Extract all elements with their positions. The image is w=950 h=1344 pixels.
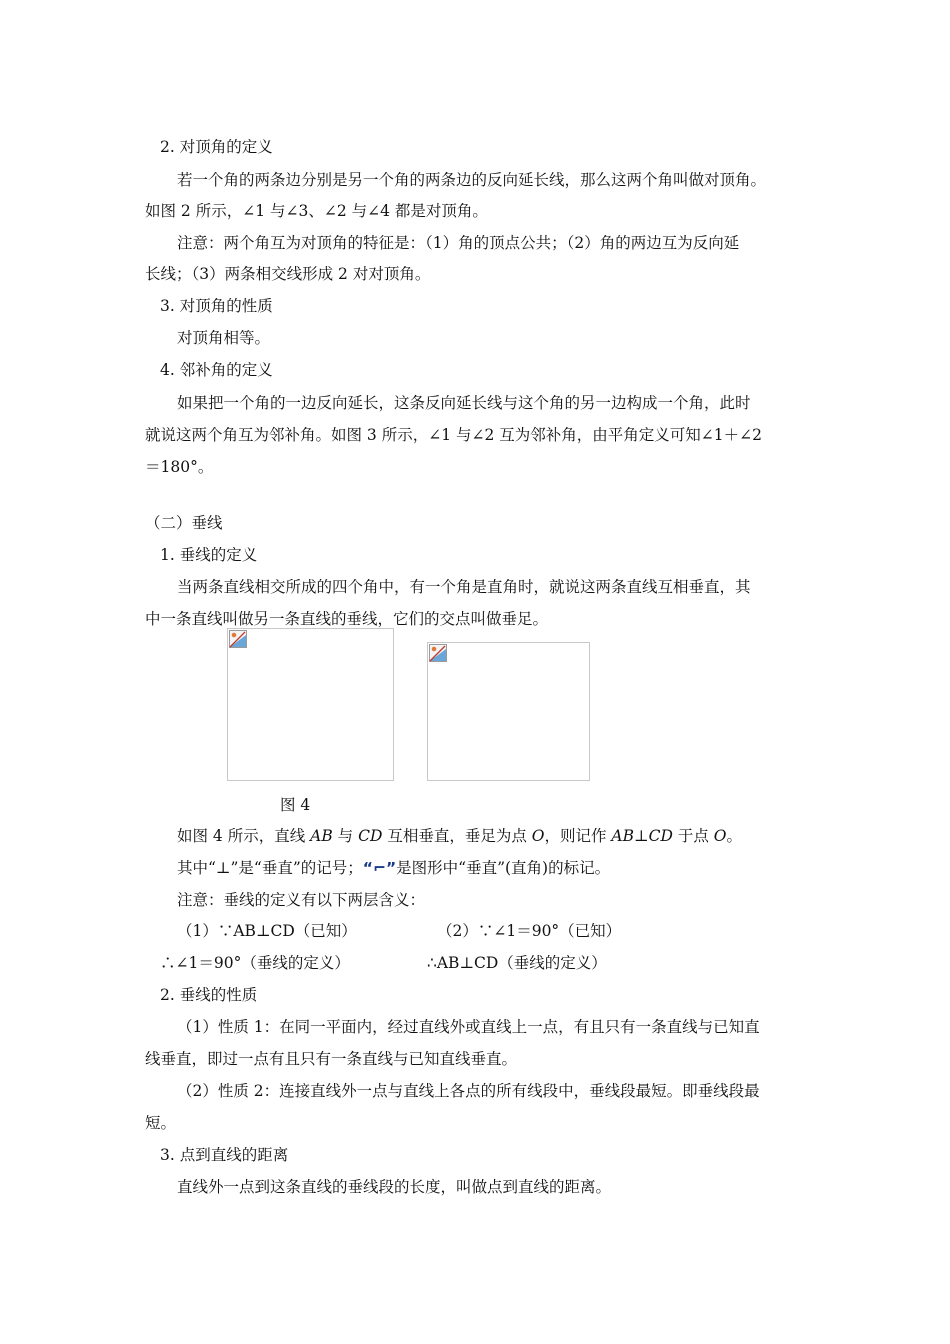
note-vertical-angle-line2: 长线；（3）两条相交线形成 2 对对顶角。 — [145, 265, 431, 283]
meaning-1-conclusion: ∴∠1＝90°（垂线的定义） — [160, 954, 350, 972]
text-fragment: 互相垂直，垂足为点 — [382, 827, 532, 845]
heading-perpendicular-property: 2. 垂线的性质 — [160, 986, 258, 1004]
text-fragment: 其中“⊥”是“垂直”的记号； — [177, 859, 363, 877]
part-title-perpendicular: （二）垂线 — [145, 514, 223, 532]
paragraph-adjacent-line1: 如果把一个角的一边反向延长，这条反向延长线与这个角的另一边构成一个角，此时 — [177, 394, 751, 412]
broken-image-icon — [429, 644, 447, 662]
text-vertical-angle-property: 对顶角相等。 — [177, 329, 271, 347]
right-angle-mark-symbol: “⌐” — [362, 859, 397, 877]
perpendicular-symbol: ⊥ — [634, 827, 649, 845]
paragraph-figure4-notation — [177, 826, 742, 846]
text-fragment: 于点 — [672, 827, 714, 845]
paragraph-vertical-angle-def-line2: 如图 2 所示，∠1 与∠3、∠2 与∠4 都是对顶角。 — [145, 202, 488, 220]
text-fragment: 与 — [332, 827, 359, 845]
heading-point-line-distance: 3. 点到直线的距离 — [160, 1146, 289, 1164]
paragraph-perpendicular-def-line2: 中一条直线叫做另一条直线的垂线，它们的交点叫做垂足。 — [145, 610, 549, 628]
meaning-2-premise: （2）∵∠1＝90°（已知） — [437, 922, 622, 940]
property-1-line2: 线垂直，即过一点有且只有一条直线与已知直线垂直。 — [145, 1050, 518, 1068]
note-vertical-angle-line1: 注意：两个角互为对顶角的特征是：（1）角的顶点公共；（2）角的两边互为反向延 — [177, 234, 740, 252]
figure-4-left-image — [227, 628, 394, 781]
broken-image-icon — [229, 630, 247, 648]
line-ab-label: AB — [310, 827, 333, 845]
meaning-1-premise: （1）∵AB⊥CD（已知） — [177, 922, 357, 940]
heading-vertical-angle-definition: 2. 对顶角的定义 — [160, 138, 273, 156]
heading-adjacent-angle-definition: 4. 邻补角的定义 — [160, 361, 273, 379]
property-1-line1: （1）性质 1：在同一平面内，经过直线外或直线上一点，有且只有一条直线与已知直 — [177, 1018, 760, 1036]
paragraph-adjacent-line2: 就说这两个角互为邻补角。如图 3 所示，∠1 与∠2 互为邻补角，由平角定义可知∠1＋∠2 — [145, 426, 762, 444]
property-2-line2: 短。 — [145, 1114, 177, 1132]
text-fragment: 是图形中“垂直”(直角)的标记。 — [396, 859, 611, 877]
text-fragment: 。 — [726, 827, 742, 845]
paragraph-perpendicular-def-line1: 当两条直线相交所成的四个角中，有一个角是直角时，就说这两条直线互相垂直，其 — [177, 578, 751, 596]
figure-4-caption: 图 4 — [280, 796, 311, 814]
line-ab-label: AB — [611, 827, 635, 845]
point-o-label: O — [531, 827, 545, 845]
text-fragment: 如图 4 所示，直线 — [177, 827, 311, 845]
text-point-line-distance: 直线外一点到这条直线的垂线段的长度，叫做点到直线的距离。 — [177, 1178, 612, 1196]
paragraph-adjacent-line3: ＝180°。 — [145, 458, 214, 476]
paragraph-perpendicular-marks — [177, 858, 610, 878]
paragraph-vertical-angle-def-line1: 若一个角的两条边分别是另一个角的两条边的反向延长线，那么这两个角叫做对顶角。 — [177, 171, 767, 189]
property-2-line1: （2）性质 2：连接直线外一点与直线上各点的所有线段中，垂线段最短。即垂线段最 — [177, 1082, 760, 1100]
line-cd-label: CD — [358, 827, 383, 845]
heading-perpendicular-definition: 1. 垂线的定义 — [160, 546, 258, 564]
text-fragment: ，则记作 — [544, 827, 612, 845]
figure-4-right-image — [427, 642, 590, 781]
line-cd-label: CD — [648, 827, 673, 845]
meaning-2-conclusion: ∴AB⊥CD（垂线的定义） — [427, 954, 607, 972]
note-perpendicular-meanings: 注意：垂线的定义有以下两层含义： — [177, 891, 426, 909]
heading-vertical-angle-property: 3. 对顶角的性质 — [160, 297, 273, 315]
point-o-label: O — [713, 827, 727, 845]
